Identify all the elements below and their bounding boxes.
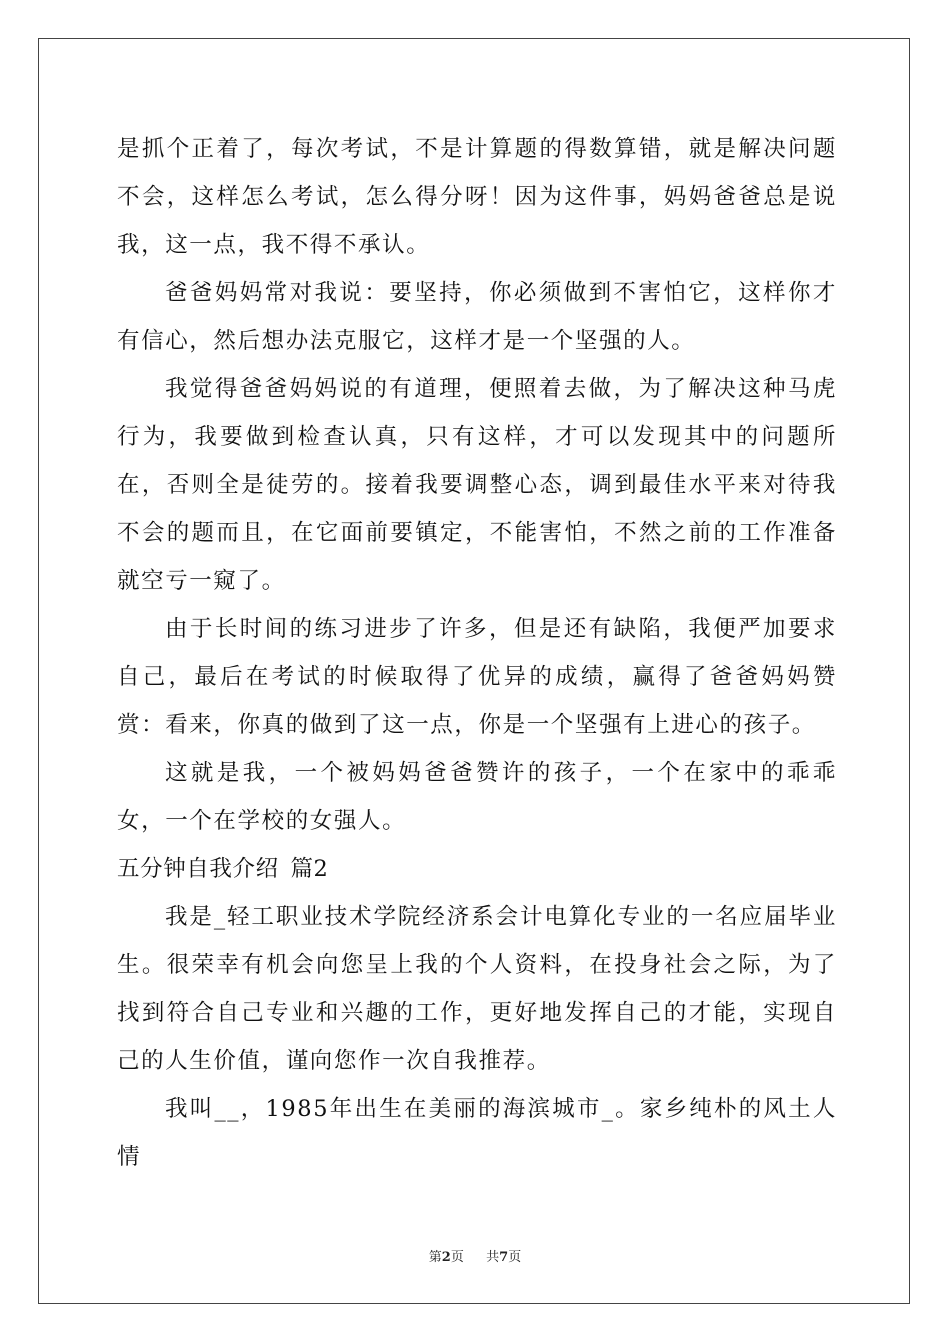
- section-heading: 五分钟自我介绍 篇2: [117, 856, 329, 882]
- paragraph: 是抓个正着了，每次考试，不是计算题的得数算错，就是解决问题不会，这样怎么考试，怎么得分呀！因为这件事，妈妈爸爸总是说我，这一点，我不得不承认。: [117, 136, 837, 258]
- paragraph: 这就是我，一个被妈妈爸爸赞许的孩子，一个在家中的乖乖女，一个在学校的女强人。: [117, 760, 837, 834]
- document-body: [117, 125, 837, 1181]
- page-footer: [0, 1246, 950, 1265]
- paragraph: 我叫__，1985年出生在美丽的海滨城市_。家乡纯朴的风土人情: [117, 1096, 837, 1170]
- paragraph: 爸爸妈妈常对我说：要坚持，你必须做到不害怕它，这样你才有信心，然后想办法克服它，这样才是一个坚强的人。: [117, 280, 837, 354]
- page-number-label: 第2页: [428, 1250, 464, 1265]
- current-page-number: 2: [441, 1250, 451, 1265]
- total-page-count: 7: [499, 1250, 509, 1265]
- paragraph: 由于长时间的练习进步了许多，但是还有缺陷，我便严加要求自己，最后在考试的时候取得了优异的成绩，赢得了爸爸妈妈赞赏：看来，你真的做到了这一点，你是一个坚强有上进心的孩子。: [117, 616, 837, 738]
- paragraph: 我是_轻工职业技术学院经济系会计电算化专业的一名应届毕业生。很荣幸有机会向您呈上我的个人资料，在投身社会之际，为了找到符合自己专业和兴趣的工作，更好地发挥自己的才能，实现自己的人生价值，谨向您作一次自我推荐。: [117, 904, 837, 1074]
- total-pages-label: 共7页: [486, 1250, 522, 1265]
- paragraph: 我觉得爸爸妈妈说的有道理，便照着去做，为了解决这种马虎行为，我要做到检查认真，只有这样，才可以发现其中的问题所在，否则全是徒劳的。接着我要调整心态，调到最佳水平来对待我不会的题而且，在它面前要镇定，不能害怕，不然之前的工作准备就空亏一窥了。: [117, 376, 837, 594]
